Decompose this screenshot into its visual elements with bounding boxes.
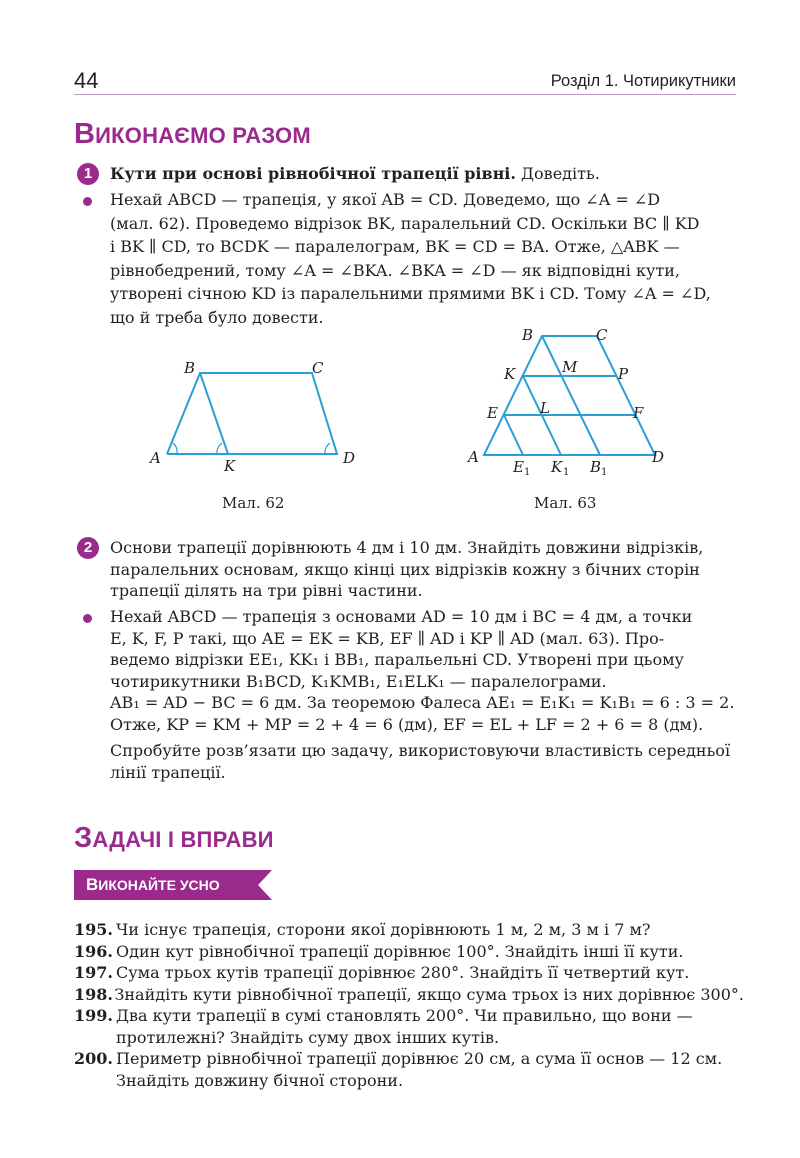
task-text: Чи існує трапеція, сторони якої дорівнюють 1 м, 2 м, 3 м і 7 м? bbox=[116, 920, 651, 939]
oral-exercises-badge bbox=[74, 870, 272, 900]
statement-line: трапеції ділять на три рівні частини. bbox=[110, 581, 423, 600]
note-line: лінії трапеції. bbox=[110, 762, 226, 782]
label-E1-sub: 1 bbox=[524, 467, 531, 478]
section-title-initial: В bbox=[74, 118, 96, 150]
label-B: B bbox=[184, 359, 196, 377]
label-A: A bbox=[468, 448, 479, 466]
label-D: D bbox=[343, 449, 356, 467]
task-number: 197. bbox=[74, 963, 113, 982]
task-number: 198. bbox=[74, 984, 113, 1004]
label-K: K bbox=[504, 365, 516, 383]
solution-line: ведемо відрізки EE₁, KK₁ і BB₁, паральельні CD. Утворені при цьому bbox=[110, 650, 684, 669]
problem-2-statement bbox=[110, 538, 740, 603]
label-A: A bbox=[150, 449, 161, 467]
note-line: Спробуйте розв’язати цю задачу, використовуючи властивість середньої bbox=[110, 741, 731, 760]
solution-1 bbox=[110, 190, 740, 331]
badge-initial: В bbox=[86, 875, 99, 894]
solution-line: і BK ∥ CD, то BCDK — паралелограм, BK = CD = BA. Отже, △ABK — bbox=[110, 237, 680, 256]
chapter-title: Розділ 1. Чотирикутники bbox=[550, 72, 736, 90]
section-title-rest: ИКОНАЄМО РАЗОМ bbox=[95, 123, 311, 148]
section-title-together bbox=[74, 118, 311, 151]
task-item bbox=[74, 920, 744, 942]
badge-label bbox=[86, 875, 220, 895]
task-item bbox=[74, 1049, 744, 1092]
task-item bbox=[74, 985, 744, 1007]
task-item bbox=[74, 942, 744, 964]
solution-line: E, K, F, P такі, що AE = EK = KB, EF ∥ AD і KP ∥ AD (мал. 63). Про- bbox=[110, 628, 665, 648]
label-E: E bbox=[487, 404, 498, 422]
section-title-initial: З bbox=[74, 822, 93, 854]
problem-statement bbox=[110, 164, 600, 184]
label-B1-sub: 1 bbox=[601, 467, 608, 478]
figure-63-caption: Мал. 63 bbox=[534, 494, 597, 512]
label-L: L bbox=[540, 399, 550, 417]
label-K1-sub: 1 bbox=[563, 467, 570, 478]
solution-line: що й треба було довести. bbox=[110, 307, 324, 327]
label-E1: E bbox=[513, 458, 524, 476]
task-list bbox=[74, 920, 744, 1092]
figure-62 bbox=[140, 355, 370, 480]
page-number: 44 bbox=[74, 68, 99, 93]
label-P: P bbox=[618, 365, 629, 383]
task-text: Сума трьох кутів трапеції дорівнює 280°. Знайдіть її четвертий кут. bbox=[116, 963, 690, 982]
solution-line: Нехай ABCD — трапеція з основами AD = 10 дм і BC = 4 дм, а точки bbox=[110, 607, 693, 626]
solution-line: Нехай ABCD — трапеція, у якої AB = CD. Доведемо, що ∠A = ∠D bbox=[110, 190, 661, 209]
task-text: Два кути трапеції в сумі становлять 200°. Чи правильно, що вони — bbox=[116, 1006, 693, 1025]
solution-line: чотирикутники B₁BCD, K₁KMB₁, E₁ELK₁ — паралелограми. bbox=[110, 671, 607, 691]
solution-bullet bbox=[83, 197, 92, 206]
solution-bullet bbox=[83, 614, 92, 623]
problem-number-badge: 1 bbox=[77, 163, 99, 185]
statement-line: Основи трапеції дорівнюють 4 дм і 10 дм. Знайдіть довжини відрізків, bbox=[110, 538, 704, 557]
task-number: 195. bbox=[74, 920, 113, 939]
solution-line: Отже, KP = KM + MP = 2 + 4 = 6 (дм), EF = EL + LF = 2 + 6 = 8 (дм). bbox=[110, 714, 704, 734]
task-number: 196. bbox=[74, 941, 113, 961]
label-B: B bbox=[522, 326, 534, 344]
figure-63 bbox=[460, 320, 680, 480]
label-K: K bbox=[224, 457, 236, 475]
statement-line: паралельних основам, якщо кінці цих відрізків кожну з бічних сторін bbox=[110, 559, 700, 579]
label-M: M bbox=[562, 358, 578, 376]
label-C: C bbox=[596, 326, 608, 344]
task-text: Периметр рівнобічної трапеції дорівнює 20 см, а сума її основ — 12 см. bbox=[116, 1049, 723, 1068]
problem-statement-rest: Доведіть. bbox=[515, 164, 600, 183]
solution-line: рівнобедрений, тому ∠A = ∠BKA. ∠BKA = ∠D — як відповідні кути, bbox=[110, 260, 680, 280]
task-text: Знайдіть кути рівнобічної трапеції, якщо сума трьох із них дорівнює 300°. bbox=[114, 984, 744, 1004]
solution-line: AB₁ = AD − BC = 6 дм. За теоремою Фалеса AE₁ = E₁K₁ = K₁B₁ = 6 : 3 = 2. bbox=[110, 693, 735, 712]
solution-line: утворені січною KD із паралельними прямими BK і CD. Тому ∠A = ∠D, bbox=[110, 284, 711, 303]
label-D: D bbox=[652, 448, 665, 466]
label-K1: K bbox=[551, 458, 563, 476]
section-title-rest: АДАЧІ І ВПРАВИ bbox=[92, 827, 274, 852]
task-number: 199. bbox=[74, 1006, 113, 1025]
task-text: протилежні? Знайдіть суму двох інших кутів. bbox=[116, 1027, 500, 1047]
solution-2-note bbox=[110, 741, 740, 784]
problem-number-badge: 2 bbox=[77, 537, 99, 559]
figure-62-caption: Мал. 62 bbox=[222, 494, 285, 512]
solution-line: (мал. 62). Проведемо відрізок BK, паралельний CD. Оскільки BC ∥ KD bbox=[110, 213, 700, 233]
task-item bbox=[74, 1006, 744, 1049]
task-item bbox=[74, 963, 744, 985]
label-F: F bbox=[633, 404, 644, 422]
header-divider bbox=[74, 94, 736, 95]
section-title-exercises bbox=[74, 822, 274, 855]
task-text: Знайдіть довжину бічної сторони. bbox=[116, 1070, 404, 1090]
task-number: 200. bbox=[74, 1049, 113, 1068]
task-text: Один кут рівнобічної трапеції дорівнює 100°. Знайдіть інші її кути. bbox=[116, 941, 684, 961]
problem-statement-bold: Кути при основі рівнобічної трапеції рівні. bbox=[110, 164, 516, 183]
label-B1: B bbox=[590, 458, 602, 476]
label-C: C bbox=[312, 359, 324, 377]
solution-2 bbox=[110, 607, 740, 736]
badge-rest: ИКОНАЙТЕ УСНО bbox=[98, 877, 220, 893]
